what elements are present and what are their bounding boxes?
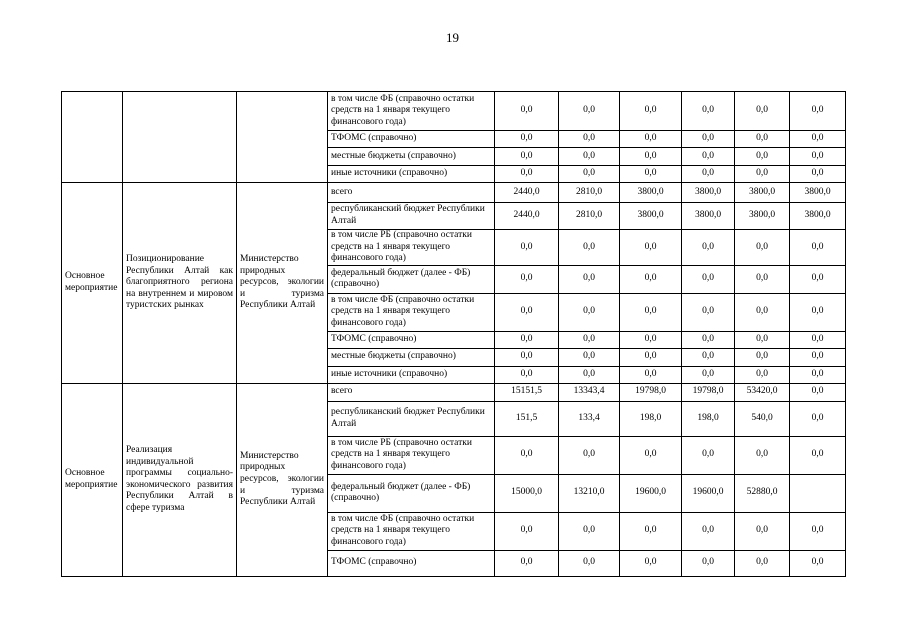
amount-cell: 0,0 — [790, 512, 846, 550]
amount-cell: 0,0 — [559, 550, 620, 576]
amount-cell: 0,0 — [790, 230, 846, 266]
amount-cell: 0,0 — [735, 166, 790, 183]
amount-cell: 198,0 — [682, 401, 735, 436]
amount-cell: 0,0 — [735, 265, 790, 293]
amount-cell: 0,0 — [495, 331, 559, 348]
amount-cell: 3800,0 — [682, 183, 735, 203]
table-row — [62, 183, 846, 203]
amount-cell: 0,0 — [559, 331, 620, 348]
amount-cell: 19600,0 — [682, 474, 735, 512]
event-name-cell: Позиционирование Республики Алтай как благоприятного региона на внутреннем и мировом туристских рынках — [123, 183, 237, 384]
amount-cell: 0,0 — [495, 148, 559, 166]
amount-cell: 0,0 — [735, 131, 790, 148]
amount-cell — [790, 474, 846, 512]
funding-source-cell: ТФОМС (справочно) — [328, 331, 495, 348]
amount-cell: 0,0 — [735, 550, 790, 576]
amount-cell: 0,0 — [620, 550, 682, 576]
amount-cell: 0,0 — [682, 148, 735, 166]
amount-cell: 0,0 — [682, 230, 735, 266]
amount-cell: 0,0 — [495, 265, 559, 293]
amount-cell: 2440,0 — [495, 203, 559, 230]
amount-cell: 0,0 — [682, 366, 735, 383]
amount-cell: 0,0 — [790, 331, 846, 348]
amount-cell: 2810,0 — [559, 203, 620, 230]
amount-cell: 0,0 — [559, 230, 620, 266]
amount-cell: 0,0 — [682, 331, 735, 348]
amount-cell: 0,0 — [620, 512, 682, 550]
amount-cell: 0,0 — [559, 166, 620, 183]
funding-source-cell: в том числе ФБ (справочно остатки средств на 1 января текущего финансового года) — [328, 512, 495, 550]
funding-source-cell: в том числе РБ (справочно остатки средств на 1 января текущего финансового года) — [328, 436, 495, 474]
amount-cell: 0,0 — [495, 436, 559, 474]
amount-cell: 0,0 — [495, 92, 559, 131]
amount-cell: 0,0 — [790, 148, 846, 166]
funding-source-cell: республиканский бюджет Республики Алтай — [328, 203, 495, 230]
funding-source-cell: федеральный бюджет (далее - ФБ) (справочно) — [328, 265, 495, 293]
amount-cell: 0,0 — [735, 348, 790, 366]
budget-table — [61, 91, 846, 577]
amount-cell: 0,0 — [682, 265, 735, 293]
amount-cell: 0,0 — [620, 265, 682, 293]
amount-cell: 0,0 — [682, 348, 735, 366]
amount-cell: 0,0 — [735, 148, 790, 166]
amount-cell: 0,0 — [735, 230, 790, 266]
table-row — [62, 92, 846, 131]
funding-source-cell: ТФОМС (справочно) — [328, 550, 495, 576]
amount-cell: 0,0 — [559, 293, 620, 331]
amount-cell: 0,0 — [620, 131, 682, 148]
amount-cell: 0,0 — [620, 331, 682, 348]
funding-source-cell: ТФОМС (справочно) — [328, 131, 495, 148]
event-type-cell — [62, 92, 123, 183]
amount-cell: 0,0 — [495, 348, 559, 366]
amount-cell: 0,0 — [495, 366, 559, 383]
amount-cell: 0,0 — [682, 436, 735, 474]
amount-cell: 0,0 — [682, 293, 735, 331]
amount-cell: 0,0 — [790, 401, 846, 436]
amount-cell: 0,0 — [495, 166, 559, 183]
amount-cell: 13210,0 — [559, 474, 620, 512]
amount-cell: 19798,0 — [682, 383, 735, 401]
amount-cell: 0,0 — [790, 92, 846, 131]
amount-cell: 0,0 — [559, 366, 620, 383]
amount-cell: 13343,4 — [559, 383, 620, 401]
amount-cell: 0,0 — [559, 131, 620, 148]
funding-source-cell: местные бюджеты (справочно) — [328, 348, 495, 366]
funding-source-cell: всего — [328, 183, 495, 203]
executor-cell: Министерство природных ресурсов, экологии и туризма Республики Алтай — [237, 383, 328, 576]
amount-cell: 0,0 — [620, 436, 682, 474]
amount-cell: 0,0 — [495, 293, 559, 331]
amount-cell: 0,0 — [790, 348, 846, 366]
funding-source-cell: в том числе ФБ (справочно остатки средств на 1 января текущего финансового года) — [328, 293, 495, 331]
amount-cell: 3800,0 — [682, 203, 735, 230]
amount-cell: 133,4 — [559, 401, 620, 436]
amount-cell: 0,0 — [620, 366, 682, 383]
amount-cell: 0,0 — [790, 383, 846, 401]
amount-cell: 0,0 — [620, 92, 682, 131]
amount-cell: 0,0 — [790, 265, 846, 293]
funding-source-cell: федеральный бюджет (далее - ФБ) (справочно) — [328, 474, 495, 512]
executor-cell — [237, 92, 328, 183]
funding-source-cell: в том числе ФБ (справочно остатки средств на 1 января текущего финансового года) — [328, 92, 495, 131]
amount-cell: 3800,0 — [790, 183, 846, 203]
amount-cell: 52880,0 — [735, 474, 790, 512]
amount-cell: 3800,0 — [620, 203, 682, 230]
amount-cell: 0,0 — [495, 131, 559, 148]
funding-source-cell: всего — [328, 383, 495, 401]
amount-cell: 0,0 — [620, 293, 682, 331]
amount-cell: 2810,0 — [559, 183, 620, 203]
amount-cell: 0,0 — [495, 230, 559, 266]
amount-cell: 0,0 — [495, 550, 559, 576]
amount-cell: 198,0 — [620, 401, 682, 436]
amount-cell: 2440,0 — [495, 183, 559, 203]
amount-cell: 0,0 — [682, 550, 735, 576]
amount-cell: 0,0 — [790, 366, 846, 383]
amount-cell: 15000,0 — [495, 474, 559, 512]
page-number: 19 — [446, 30, 459, 45]
amount-cell: 0,0 — [495, 512, 559, 550]
amount-cell: 3800,0 — [620, 183, 682, 203]
amount-cell: 0,0 — [559, 92, 620, 131]
amount-cell: 0,0 — [559, 512, 620, 550]
amount-cell: 15151,5 — [495, 383, 559, 401]
amount-cell: 0,0 — [559, 436, 620, 474]
amount-cell: 0,0 — [735, 331, 790, 348]
amount-cell: 0,0 — [735, 366, 790, 383]
funding-source-cell: в том числе РБ (справочно остатки средств на 1 января текущего финансового года) — [328, 230, 495, 266]
amount-cell: 0,0 — [559, 265, 620, 293]
amount-cell: 0,0 — [790, 166, 846, 183]
event-name-cell: Реализация индивидуальной программы социально-экономического развития Республики Алтай в сфере туризма — [123, 383, 237, 576]
amount-cell: 0,0 — [682, 166, 735, 183]
amount-cell: 0,0 — [682, 131, 735, 148]
amount-cell: 0,0 — [790, 293, 846, 331]
amount-cell: 3800,0 — [735, 203, 790, 230]
amount-cell: 0,0 — [559, 148, 620, 166]
table-body — [62, 92, 846, 577]
amount-cell: 0,0 — [620, 348, 682, 366]
amount-cell: 0,0 — [682, 92, 735, 131]
amount-cell: 53420,0 — [735, 383, 790, 401]
amount-cell: 3800,0 — [735, 183, 790, 203]
event-type-cell: Основное мероприятие — [62, 183, 123, 384]
funding-source-cell: иные источники (справочно) — [328, 166, 495, 183]
amount-cell: 540,0 — [735, 401, 790, 436]
amount-cell: 0,0 — [735, 92, 790, 131]
amount-cell: 0,0 — [620, 166, 682, 183]
executor-cell: Министерство природных ресурсов, экологии и туризма Республики Алтай — [237, 183, 328, 384]
event-type-cell: Основное мероприятие — [62, 383, 123, 576]
amount-cell: 0,0 — [790, 550, 846, 576]
table-row — [62, 383, 846, 401]
amount-cell: 19798,0 — [620, 383, 682, 401]
event-name-cell — [123, 92, 237, 183]
amount-cell: 3800,0 — [790, 203, 846, 230]
amount-cell: 0,0 — [790, 131, 846, 148]
amount-cell: 151,5 — [495, 401, 559, 436]
funding-source-cell: республиканский бюджет Республики Алтай — [328, 401, 495, 436]
amount-cell: 0,0 — [682, 512, 735, 550]
amount-cell: 0,0 — [620, 148, 682, 166]
amount-cell: 0,0 — [735, 512, 790, 550]
amount-cell: 0,0 — [735, 293, 790, 331]
amount-cell: 0,0 — [790, 436, 846, 474]
funding-source-cell: иные источники (справочно) — [328, 366, 495, 383]
amount-cell: 19600,0 — [620, 474, 682, 512]
amount-cell: 0,0 — [559, 348, 620, 366]
amount-cell: 0,0 — [735, 436, 790, 474]
funding-source-cell: местные бюджеты (справочно) — [328, 148, 495, 166]
amount-cell: 0,0 — [620, 230, 682, 266]
